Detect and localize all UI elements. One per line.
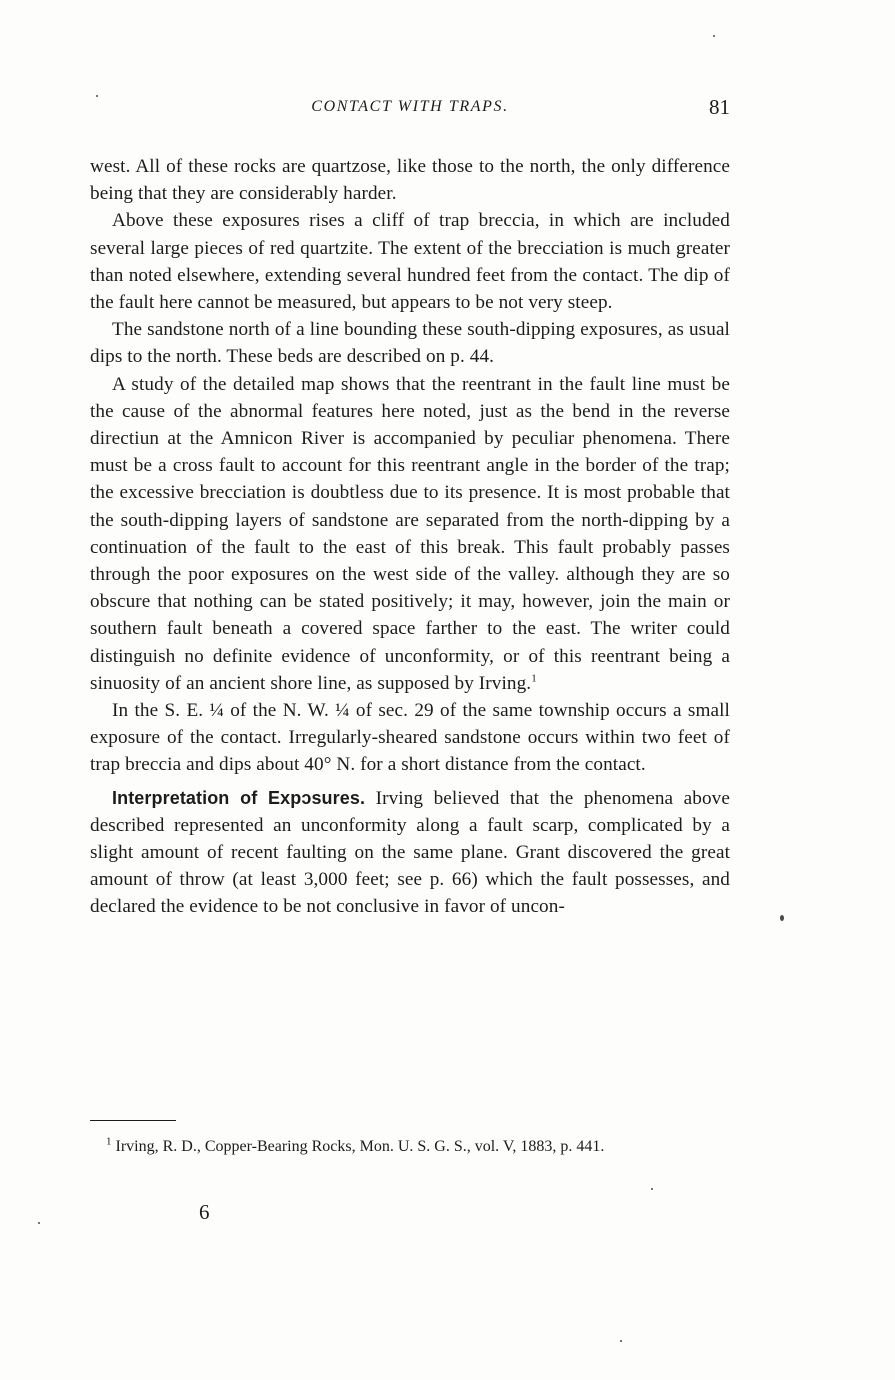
body-text xyxy=(90,153,730,921)
running-head xyxy=(90,92,730,122)
paragraph-reentrant-study xyxy=(90,371,730,697)
paper-speck xyxy=(96,95,98,97)
paper-speck xyxy=(38,1222,40,1224)
paper-speck xyxy=(713,35,715,37)
signature-mark: 6 xyxy=(199,1200,210,1224)
section-heading: Interpretation of Expɔsures. xyxy=(112,787,366,808)
paper-speck xyxy=(620,1340,622,1342)
paragraph-text: The sandstone north of a line bounding these south-dipping exposures, as usual dips to the north. These beds are described on p. 44. xyxy=(90,319,730,368)
paragraph-north-dipping-sandstone xyxy=(90,316,730,370)
page-number: 81 xyxy=(709,95,730,119)
paragraph-text: In the S. E. ¼ of the N. W. ¼ of sec. 29 of the same township occurs a small exposure of the contact. Irregularly-sheared sandstone occurs within two feet of trap breccia and dips about 40° N. for a short distance from the contact. xyxy=(90,700,730,776)
paper-speck xyxy=(651,1188,653,1190)
paragraph-text: Above these exposures rises a cliff of trap breccia, in which are included several large pieces of red quartzite. The extent of the brecciation is much greater than noted elsewhere, extending several hundred feet from the contact. The dip of the fault here cannot be measured, but appears to be not very steep. xyxy=(90,210,730,314)
paragraph-interpretation xyxy=(90,785,730,921)
footnote-marker: 1 xyxy=(106,1135,112,1148)
footnote-reference: 1 xyxy=(531,672,537,685)
paragraph-text: A study of the detailed map shows that the reentrant in the fault line must be the cause of the abnormal features here noted, just as the bend in the reverse directiun at the Amnicon River is accompanied by peculiar phenomena. There must be a cross fault to account for this reentrant angle in the border of the trap; the excessive brecciation is doubtless due to its presence. It is most probable that the south-dipping layers of sandstone are separated from the north-dipping by a continuation of the fault to the east of this break. This fault probably passes through the poor exposures on the west side of the valley. although they are so obscure that nothing can be stated positively; it may, however, join the main or southern fault beneath a covered space farther to the east. The writer could distinguish no definite evidence of unconformity, or of this reentrant being a sinuosity of an ancient shore line, as supposed by Irving. xyxy=(90,373,730,694)
paragraph-text: Irving believed that the phenomena above described represented an unconformity along a fault scarp, complicated by a slight amount of recent faulting on the same plane. Grant discovered the great amount of throw (at least 3,000 feet; see p. 66) which the fault possesses, and declared the evidence to be not conclusive in favor of uncon- xyxy=(90,787,730,918)
footnote-text: Irving, R. D., Copper-Bearing Rocks, Mon. U. S. G. S., vol. V, 1883, p. 441. xyxy=(115,1138,605,1155)
paragraph-trap-breccia xyxy=(90,207,730,316)
footnote-rule xyxy=(90,1120,176,1121)
paragraph-section-29-exposure xyxy=(90,697,730,779)
running-title: CONTACT WITH TRAPS. xyxy=(311,98,509,115)
paragraph-continuation xyxy=(90,153,730,207)
footnote xyxy=(90,1132,730,1161)
paragraph-text: west. All of these rocks are quartzose, like those to the north, the only difference being that they are considerably harder. xyxy=(90,156,730,205)
paper-speck xyxy=(780,915,784,921)
